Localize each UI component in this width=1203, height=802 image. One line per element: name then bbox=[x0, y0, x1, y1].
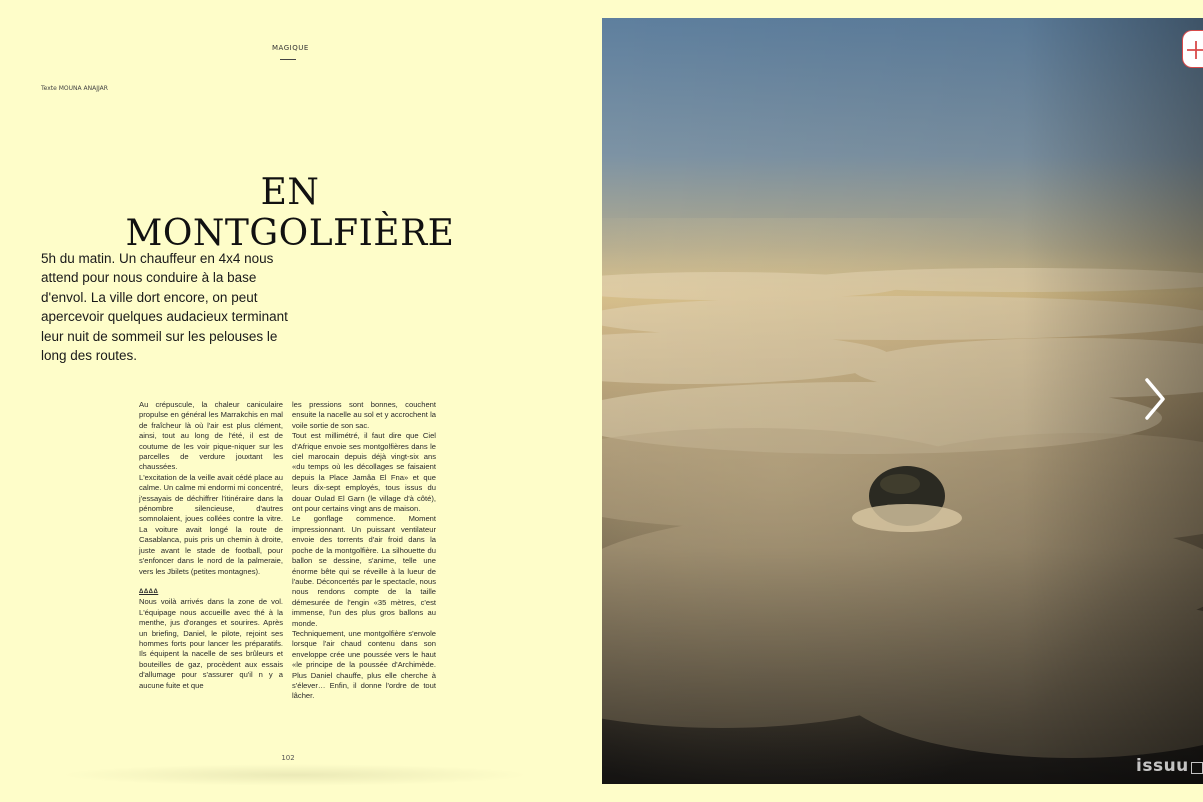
plus-icon bbox=[1183, 31, 1203, 68]
subhead-ornament: ΔΔΔΔ bbox=[139, 588, 159, 595]
fullscreen-icon[interactable] bbox=[1191, 762, 1203, 774]
page-shadow bbox=[60, 764, 530, 786]
text-column-1 bbox=[139, 400, 283, 691]
issuu-logo[interactable]: issuu bbox=[1136, 756, 1189, 776]
intro-paragraph: 5h du matin. Un chauffeur en 4x4 nous attend pour nous conduire à la base d'envol. La ville dort encore, on peut apercevoir quelques audacieux terminant leur nuit de sommeil sur les pelouses le long des routes. bbox=[41, 251, 288, 364]
add-button[interactable] bbox=[1182, 30, 1203, 68]
section-label: MAGIQUE bbox=[272, 44, 309, 52]
paragraph: les pressions sont bonnes, couchent ensuite la nacelle au sol et y accrochent la voile sortie de son sac. bbox=[292, 400, 436, 430]
paragraph: Techniquement, une montgolfière s'envole lorsque l'air chaud contenu dans son enveloppe crée une poussée vers le haut «le principe de la poussée d'Archimède. Plus Daniel chauffe, plus elle cherche à s'élever… Enfin, il donne l'ordre de tout lâcher. bbox=[292, 628, 436, 701]
chevron-right-icon bbox=[1141, 376, 1167, 422]
text-column-2 bbox=[292, 400, 436, 702]
balloon-photo bbox=[602, 18, 1203, 784]
section-rule bbox=[280, 59, 296, 60]
byline: Texte MOUNA ANAJJAR bbox=[41, 85, 108, 92]
photo-illustration bbox=[602, 18, 1203, 784]
paragraph: Nous voilà arrivés dans la zone de vol. L'équipage nous accueille avec thé à la menthe, jus d'oranges et sourires. Après un briefing, Daniel, le pilote, rejoint ses hommes forts pour lancer les préparatifs. Ils équipent la nacelle de ses brûleurs et bouteilles de gaz, procèdent aux essais d'allumage pour s'assurer qu'il n y a aucune fuite et que bbox=[139, 597, 283, 690]
paragraph: Le gonflage commence. Moment impressionnant. Un puissant ventilateur envoie des torrents d'air froid dans la poche de la montgolfière. La silhouette du ballon se dessine, s'anime, telle une énorme bête qui se réveille à la lueur de l'aube. Déconcertés par le spectacle, nous nous rendons compte de la taille démesurée de l'engin «35 mètres, c'est immense, l'un des plus gros ballons au monde. bbox=[292, 514, 436, 628]
left-page bbox=[0, 18, 602, 784]
page-title: EN MONTGOLFIÈRE bbox=[125, 172, 455, 255]
next-page-button[interactable] bbox=[1136, 374, 1172, 424]
paragraph: L'excitation de la veille avait cédé place au calme. Un calme mi endormi mi concentré, j'essayais de déchiffrer l'itinéraire dans la pénombre silencieuse, d'autres somnolaient, joues collées contre la vitre. La voiture avait longé la route de Casablanca, puis pris un chemin à droite, juste avant le stade de football, pour s'enfoncer dans le nord de la palmeraie, vers les Jbilets (petites montagnes). bbox=[139, 472, 283, 576]
page-number: 102 bbox=[281, 754, 295, 762]
paragraph: Tout est millimétré, il faut dire que Ciel d'Afrique envoie ses montgolfières dans le ciel marocain depuis déjà vingt-six ans «du temps où les décollages se faisaient depuis la Place Jamâa El Fna» et que leurs dix-sept employés, tous issus du douar Oulad El Garn (le village d'à côté), ont pour certains vingt ans de maison. bbox=[292, 431, 436, 514]
paragraph: Au crépuscule, la chaleur caniculaire propulse en général les Marrakchis en mal de fraîcheur là où l'air est plus clément, ainsi, tout au long de l'été, il est de coutume de les voir pique-niquer sur les parcelles de verdure jouxtant les chaussées. bbox=[139, 400, 283, 472]
